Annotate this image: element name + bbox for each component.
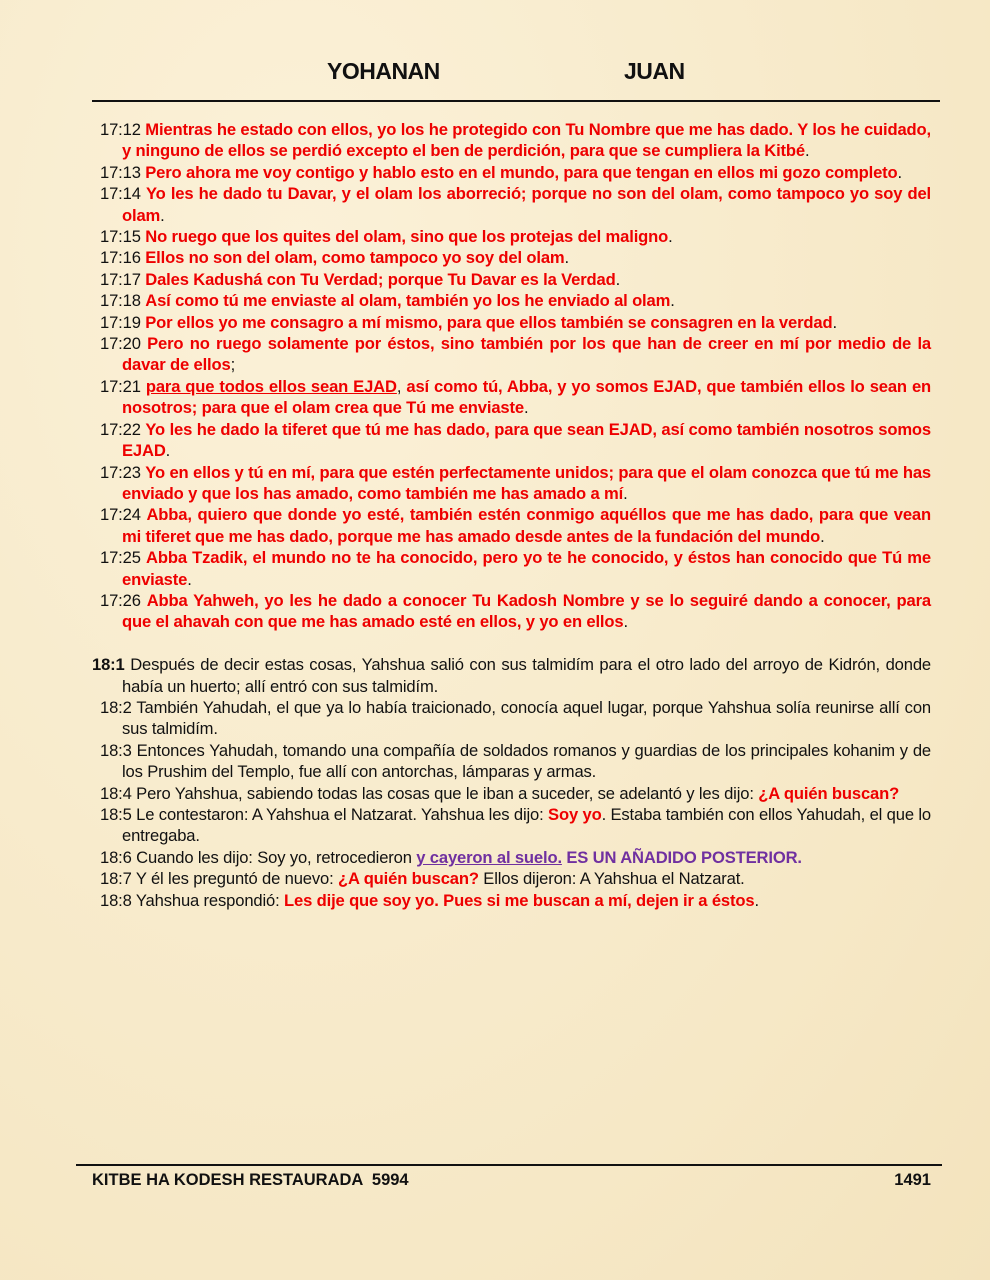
verse-number: 17:16: [100, 248, 141, 268]
red-letter-text: Yo les he dado tu Davar, y el olam los aborreció; porque no son del olam, como tampoco yo soy del olam: [122, 184, 931, 225]
verse-text: . Estaba también con ellos Yahudah, el que lo entregaba.: [122, 804, 931, 846]
verse-text: También Yahudah, el que ya lo había traicionado, conocía aquel lugar, porque Yahshua solía reunirse allí con sus talmidím.: [122, 697, 931, 739]
verse-number: 18:6: [100, 847, 132, 867]
verse: [92, 376, 931, 419]
verse: [92, 290, 931, 311]
red-letter-text: para que todos ellos sean EJAD: [145, 376, 397, 396]
verse: [92, 162, 931, 183]
verse-text: .: [187, 569, 192, 589]
page-header: [0, 58, 990, 88]
verse-number: 17:23: [100, 462, 141, 482]
verse-number: 17:25: [100, 548, 141, 568]
verse-text: Después de decir estas cosas, Yahshua salió con sus talmidím para el otro lado del arroyo de Kidrón, donde había un huerto; allí entró con sus talmidím.: [122, 655, 931, 696]
verse-text: ;: [230, 355, 236, 375]
verse: [92, 504, 931, 547]
header-title-spanish: JUAN: [624, 58, 685, 84]
verse-number: 17:18: [100, 291, 141, 311]
red-letter-text: Pero no ruego solamente por éstos, sino también por los que han de creer en mí por medio de la davar de ellos: [122, 334, 931, 375]
verse: [92, 654, 931, 697]
red-letter-text: Por ellos yo me consagro a mí mismo, para que ellos también se consagren en la verdad: [145, 312, 833, 332]
verse-text: .: [897, 162, 902, 182]
verse-number: 17:15: [100, 227, 141, 247]
verse-text: Y él les preguntó de nuevo:: [135, 869, 339, 889]
verse-text: Pero Yahshua, sabiendo todas las cosas que le iban a suceder, se adelantó y les dijo:: [136, 783, 759, 803]
verse: [92, 247, 931, 268]
verse-text: .: [754, 890, 759, 910]
footer-divider: [76, 1164, 942, 1166]
verse-text: .: [623, 483, 628, 503]
verse-text: .: [160, 205, 165, 225]
verse-text: .: [670, 291, 675, 311]
editorial-note: y cayeron al suelo.: [416, 847, 562, 867]
footer-book-title: KITBE HA KODESH RESTAURADA 5994: [92, 1171, 409, 1189]
verse: [92, 462, 931, 505]
verse: [92, 590, 931, 633]
red-letter-text: Yo en ellos y tú en mí, para que estén perfectamente unidos; para que el olam conozca que tú me has enviado y que los has amado, como también me has amado a mí: [122, 462, 932, 503]
verse-number: 17:24: [100, 505, 141, 525]
page-footer: [92, 1171, 931, 1190]
verse: [92, 740, 931, 783]
verse: [92, 697, 931, 740]
verse: [92, 226, 931, 247]
verse: [92, 783, 931, 804]
verse-number: 17:26: [100, 590, 141, 610]
verse-text: Le contestaron: A Yahshua el Natzarat. Yahshua les dijo:: [136, 804, 549, 824]
verse-number: 18:8: [100, 890, 132, 910]
verse-number: 17:14: [100, 184, 141, 204]
verse-text: Yahshua respondió:: [135, 890, 285, 910]
verse-text: .: [623, 612, 628, 632]
verse-text: ,: [396, 376, 407, 396]
red-letter-text: Soy yo: [548, 804, 602, 824]
verse: [92, 119, 931, 162]
verse-number: 17:21: [100, 376, 141, 396]
verse-number: 18:3: [100, 740, 132, 760]
red-letter-text: Yo les he dado la tiferet que tú me has dado, para que sean EJAD, así como también nosotros somos EJAD: [122, 419, 931, 461]
verse-number: 17:17: [100, 269, 141, 289]
red-letter-text: Dales Kadushá con Tu Verdad; porque Tu Davar es la Verdad: [145, 269, 616, 289]
verse-text: Ellos dijeron: A Yahshua el Natzarat.: [478, 869, 745, 889]
red-letter-text: Les dije que soy yo. Pues si me buscan a mí, dejen ir a éstos: [284, 890, 755, 910]
verse: [92, 269, 931, 290]
red-letter-text: así como tú, Abba, y yo somos EJAD, que también ellos lo sean en nosotros; para que el olam crea que Tú me enviaste: [122, 376, 932, 418]
red-letter-text: Abba, quiero que donde yo esté, también estén conmigo aquéllos que me has dado, para que vean mi tiferet que me has dado, porque me has amado desde antes de la fundación del mundo: [122, 505, 931, 546]
verse-text: .: [564, 248, 569, 268]
verse-text: .: [668, 227, 673, 247]
verse: [92, 333, 931, 376]
verse: [92, 547, 931, 590]
verse-number: 17:22: [100, 419, 141, 439]
verse-number: 17:13: [100, 162, 141, 182]
verse-number: 17:19: [100, 312, 141, 332]
verse-number: 17:12: [100, 120, 141, 139]
red-letter-text: No ruego que los quites del olam, sino que los protejas del maligno: [145, 227, 669, 247]
chapter-break: [92, 633, 931, 654]
header-title-hebrew: YOHANAN: [327, 58, 440, 84]
verse: [92, 183, 931, 226]
verse: [92, 847, 931, 868]
verse-number: 18:5: [100, 804, 132, 824]
red-letter-text: Mientras he estado con ellos, yo los he protegido con Tu Nombre que me has dado. Y los he cuidado, y ninguno de ellos se perdió excepto el ben de perdición, para que se cumpliera la Kitbé: [122, 120, 931, 161]
verse: [92, 868, 931, 889]
editorial-note: ES UN AÑADIDO POSTERIOR.: [561, 847, 802, 867]
verse-text: .: [165, 441, 171, 461]
page-number: 1491: [894, 1171, 931, 1189]
red-letter-text: Ellos no son del olam, como tampoco yo soy del olam: [145, 248, 565, 268]
verse-number: 18:1: [92, 655, 125, 675]
red-letter-text: ¿A quién buscan?: [338, 869, 479, 889]
verse-number: 17:20: [100, 334, 141, 354]
verse-text: Entonces Yahudah, tomando una compañía de soldados romanos y guardias de los principales kohanim y de los Prushim del Templo, fue allí con antorchas, lámparas y armas.: [122, 740, 931, 782]
header-divider: [92, 100, 940, 102]
verse-number: 18:2: [100, 697, 132, 717]
verse-text: .: [805, 141, 810, 161]
verse: [92, 804, 931, 847]
verse-number: 18:4: [100, 783, 132, 803]
red-letter-text: Así como tú me enviaste al olam, también yo los he enviado al olam: [145, 291, 671, 311]
verse: [92, 419, 931, 462]
verse-number: 18:7: [100, 869, 132, 889]
verse-text: .: [832, 312, 837, 332]
verse-text: .: [615, 269, 621, 289]
verse-text: .: [523, 398, 529, 418]
scripture-text: [92, 119, 931, 911]
verse: [92, 890, 931, 911]
red-letter-text: Abba Tzadik, el mundo no te ha conocido, pero yo te he conocido, y éstos han conocido que Tú me enviaste: [122, 548, 931, 589]
verse-text: Cuando les dijo: Soy yo, retrocedieron: [136, 847, 417, 867]
verse-text: .: [820, 526, 825, 546]
red-letter-text: Pero ahora me voy contigo y hablo esto en el mundo, para que tengan en ellos mi gozo completo: [145, 162, 898, 182]
red-letter-text: ¿A quién buscan?: [758, 783, 900, 803]
verse: [92, 312, 931, 333]
red-letter-text: Abba Yahweh, yo les he dado a conocer Tu Kadosh Nombre y se lo seguiré dando a conocer, para que el ahavah con que me has amado esté en ellos, y yo en ellos: [122, 590, 931, 632]
